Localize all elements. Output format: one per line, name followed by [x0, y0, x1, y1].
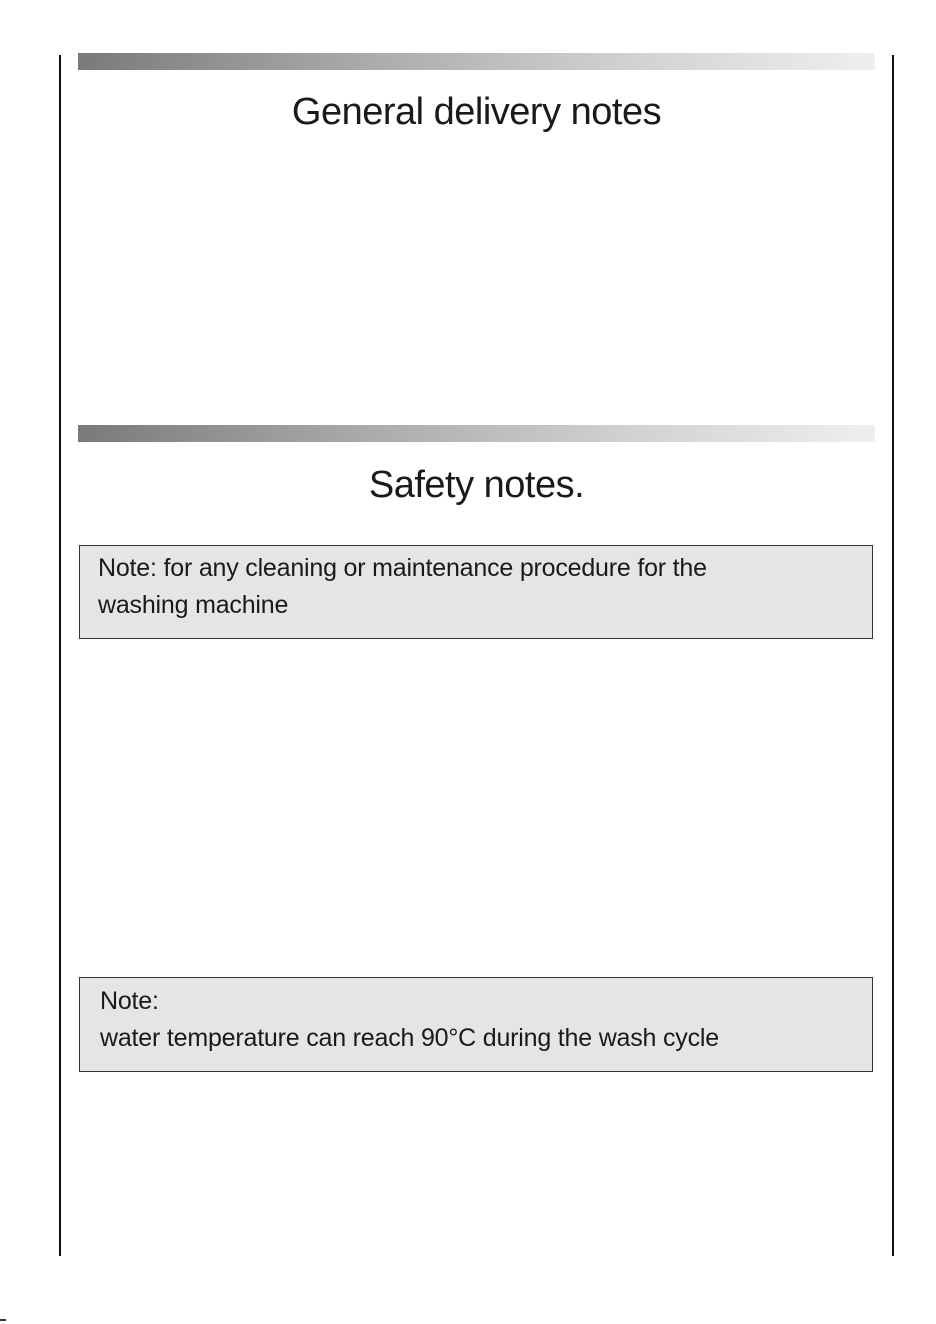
section-header-bar-general [78, 53, 875, 70]
note-text-line: Note: for any cleaning or maintenance procedure for the [98, 554, 707, 582]
section-title-general-delivery: General delivery notes [291, 91, 662, 133]
note-text-line: Note: [100, 987, 159, 1015]
crop-mark [0, 1319, 6, 1321]
note-text-line: washing machine [98, 591, 289, 619]
right-margin-rule [892, 55, 894, 1256]
section-header-bar-safety [78, 425, 875, 442]
left-margin-rule [59, 55, 61, 1256]
note-text-line: water temperature can reach 90°C during the wash cycle [100, 1024, 719, 1052]
note-box-temperature [79, 977, 873, 1072]
note-box-cleaning [79, 545, 873, 639]
section-title-safety: Safety notes. [368, 464, 585, 506]
